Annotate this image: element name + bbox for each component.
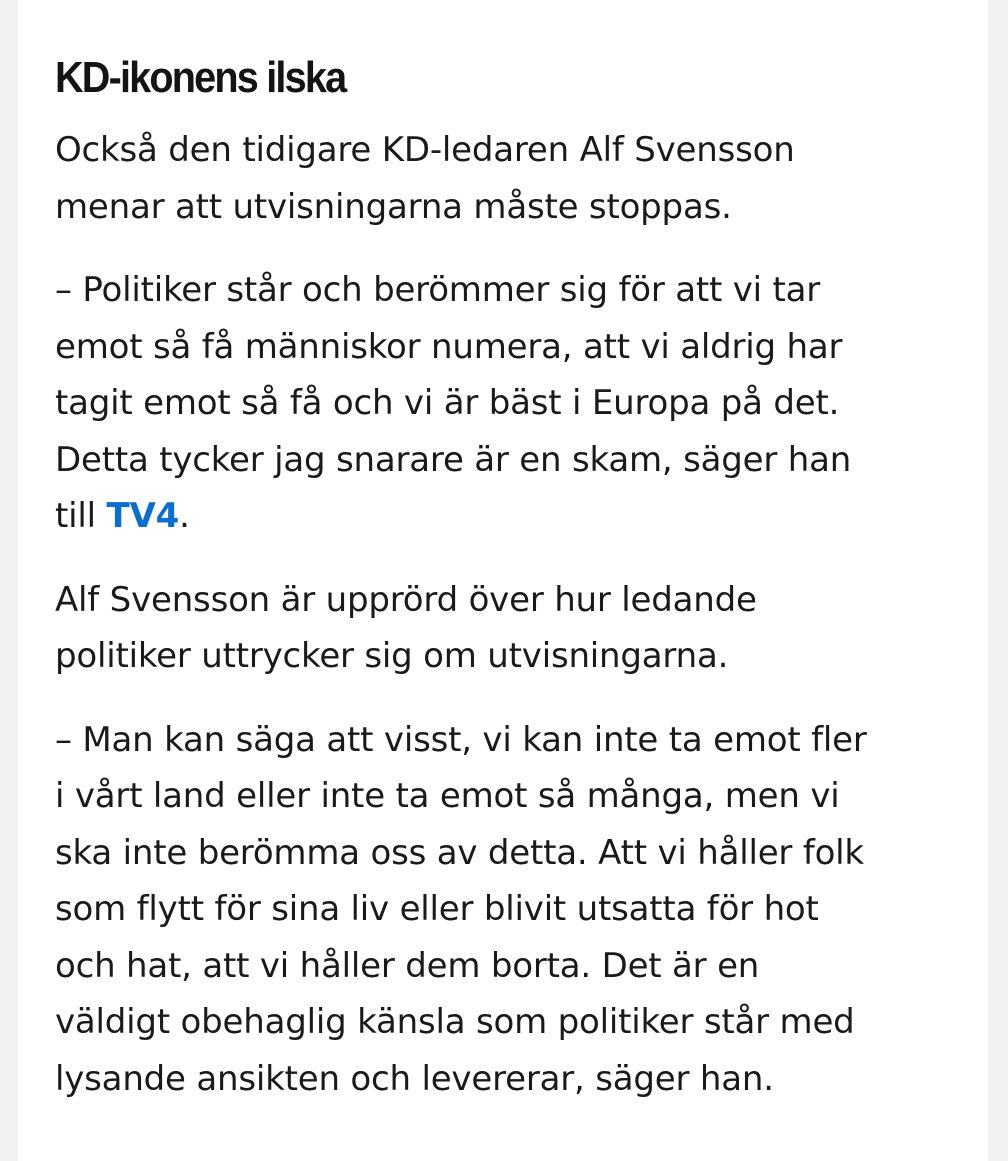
text-line: väldigt obehaglig känsla som politiker står med bbox=[55, 1002, 855, 1042]
text-line: Detta tycker jag snarare är en skam, säger han bbox=[55, 439, 852, 480]
text-line: i vårt land eller inte ta emot så många, men vi bbox=[55, 776, 840, 816]
text-line: lysande ansikten och levererar, säger han. bbox=[55, 1058, 774, 1099]
text-line: tagit emot så få och vi är bäst i Europa på det. bbox=[55, 383, 840, 423]
text-line: Alf Svensson är upprörd över hur ledande bbox=[55, 579, 757, 620]
text-line: menar att utvisningarna måste stoppas. bbox=[55, 186, 732, 227]
paragraph-quote-2 bbox=[55, 712, 955, 1108]
text-fragment: . bbox=[179, 496, 190, 536]
text-line: – Man kan säga att visst, vi kan inte ta emot fler bbox=[55, 719, 867, 760]
page bbox=[18, 0, 988, 1161]
text-line: och hat, att vi håller dem borta. Det är en bbox=[55, 945, 760, 986]
paragraph-context bbox=[55, 572, 955, 685]
article-body bbox=[55, 50, 955, 1134]
text-line: som flytt för sina liv eller blivit utsatta för hot bbox=[55, 889, 819, 929]
text-line-with-link bbox=[55, 488, 955, 545]
text-line: emot så få människor numera, att vi aldrig har bbox=[55, 326, 843, 367]
text-line: Också den tidigare KD-ledaren Alf Svensson bbox=[55, 130, 795, 170]
text-line: – Politiker står och berömmer sig för att vi tar bbox=[55, 270, 821, 310]
paragraph-intro bbox=[55, 122, 955, 235]
text-fragment: till bbox=[55, 496, 107, 536]
text-line: ska inte berömma oss av detta. Att vi håller folk bbox=[55, 832, 864, 873]
text-line: politiker uttrycker sig om utvisningarna. bbox=[55, 636, 729, 676]
tv4-link[interactable]: TV4 bbox=[106, 496, 180, 536]
paragraph-quote-1 bbox=[55, 262, 955, 545]
section-heading: KD-ikonens ilska bbox=[55, 53, 346, 102]
